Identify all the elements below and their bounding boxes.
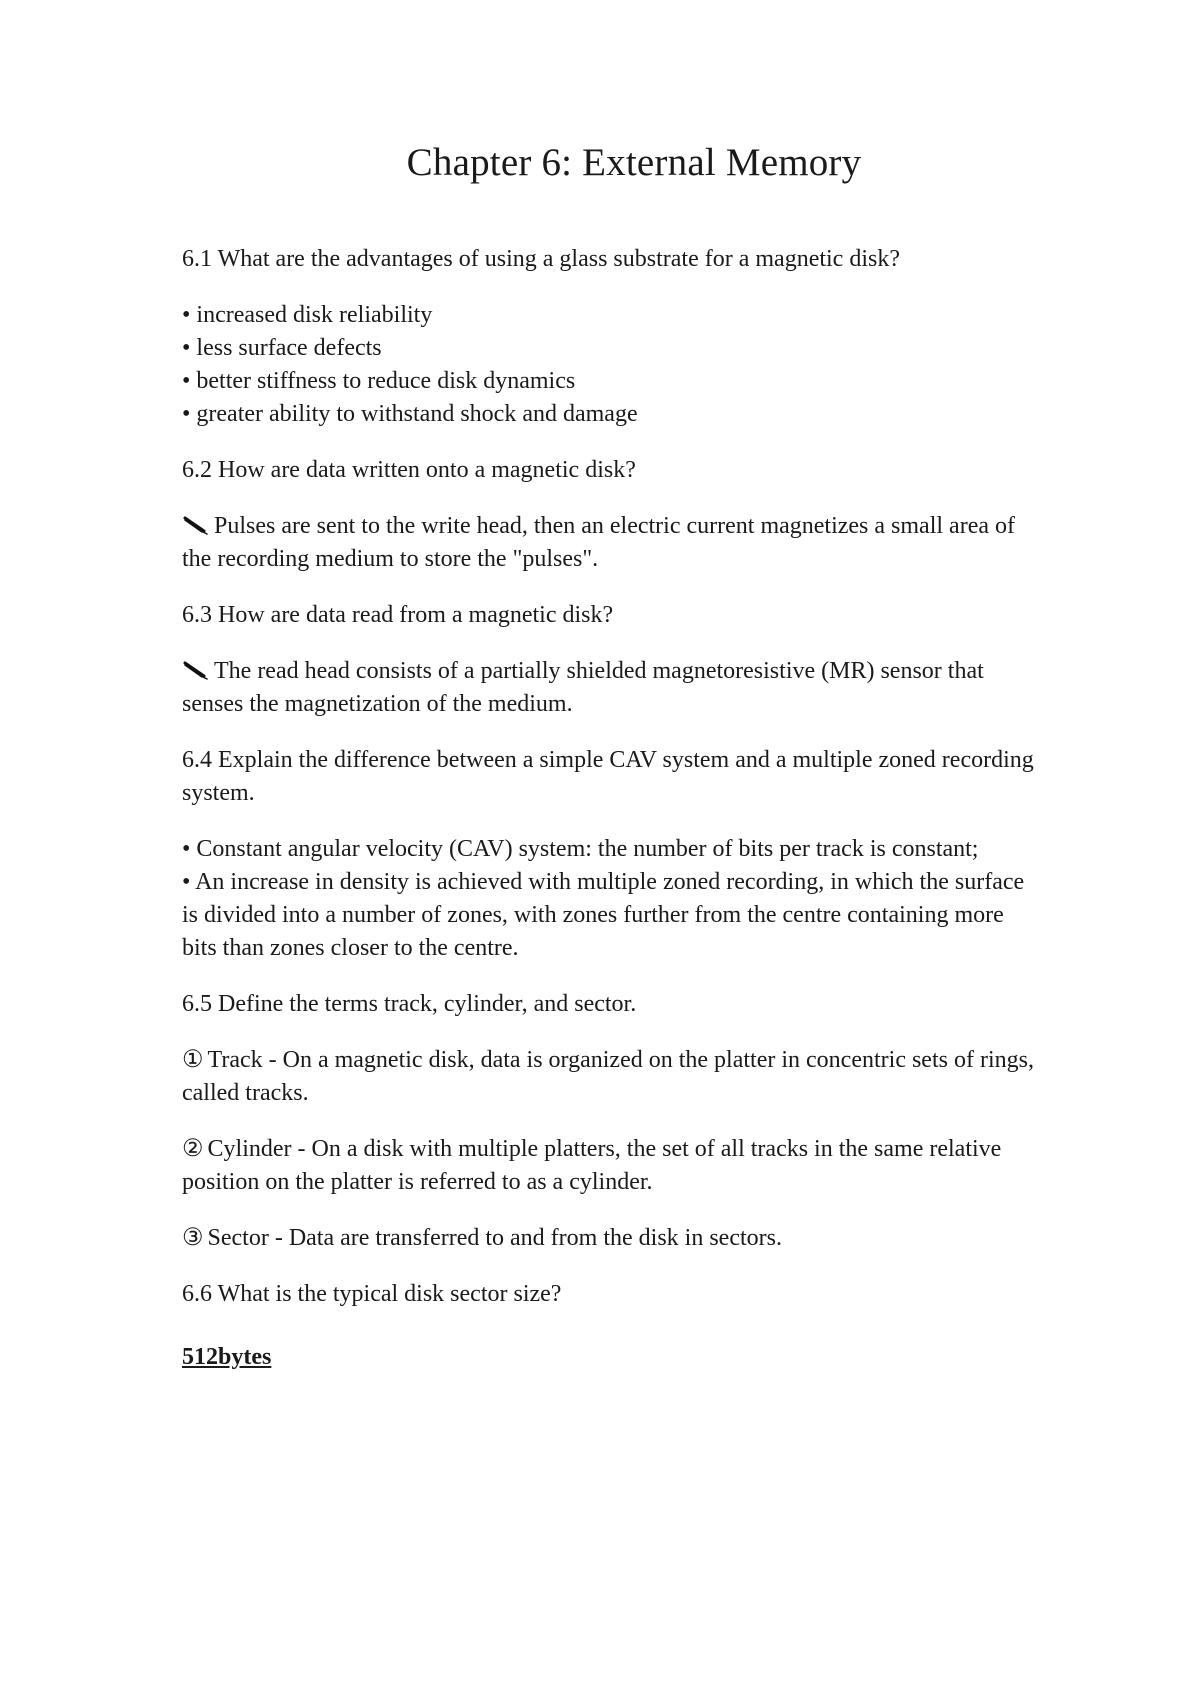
answer-6-6: 512bytes [182,1344,272,1370]
term-marker: ② [182,1136,204,1162]
list-item: • increased disk reliability [182,302,433,328]
list-item: • less surface defects [182,335,382,361]
term-marker: ① [182,1047,204,1073]
term-text: Sector - Data are transferred to and from the disk in sectors. [207,1225,782,1251]
answer-6-2 [182,510,1042,576]
question-6-4: 6.4 Explain the difference between a simple CAV system and a multiple zoned recording system. [182,747,1034,806]
answer-text: Pulses are sent to the write head, then an electric current magnetizes a small area of the recording medium to store the "pulses". [182,513,1015,572]
page-title: Chapter 6: External Memory [406,141,862,184]
answer-6-3 [182,655,1042,721]
answer-6-1-list [182,299,1042,431]
term-marker: ③ [182,1225,204,1251]
document-page [182,140,1042,1374]
pencil-icon [182,515,210,535]
list-item: • better stiffness to reduce disk dynamics [182,368,576,394]
answer-6-4-list [182,833,1042,965]
answer-text: The read head consists of a partially shielded magnetoresistive (MR) sensor that senses the magnetization of the medium. [182,658,984,717]
question-6-3: 6.3 How are data read from a magnetic disk? [182,602,614,628]
list-item: • greater ability to withstand shock and damage [182,401,638,427]
list-item: • An increase in density is achieved with multiple zoned recording, in which the surface is divided into a number of zones, with zones further from the centre containing more bits than zones closer to the centre. [182,869,1025,961]
pencil-icon [182,660,210,680]
question-6-2: 6.2 How are data written onto a magnetic disk? [182,457,636,483]
term-sector [182,1222,1042,1255]
question-6-6: 6.6 What is the typical disk sector size? [182,1281,562,1307]
question-6-5: 6.5 Define the terms track, cylinder, and sector. [182,991,637,1017]
term-track [182,1044,1042,1110]
question-6-1: 6.1 What are the advantages of using a glass substrate for a magnetic disk? [182,246,900,272]
term-text: Track - On a magnetic disk, data is organized on the platter in concentric sets of rings, called tracks. [182,1047,1034,1106]
term-text: Cylinder - On a disk with multiple platters, the set of all tracks in the same relative position on the platter is referred to as a cylinder. [182,1136,1002,1195]
term-cylinder [182,1133,1042,1199]
list-item: • Constant angular velocity (CAV) system: the number of bits per track is constant; [182,836,979,862]
